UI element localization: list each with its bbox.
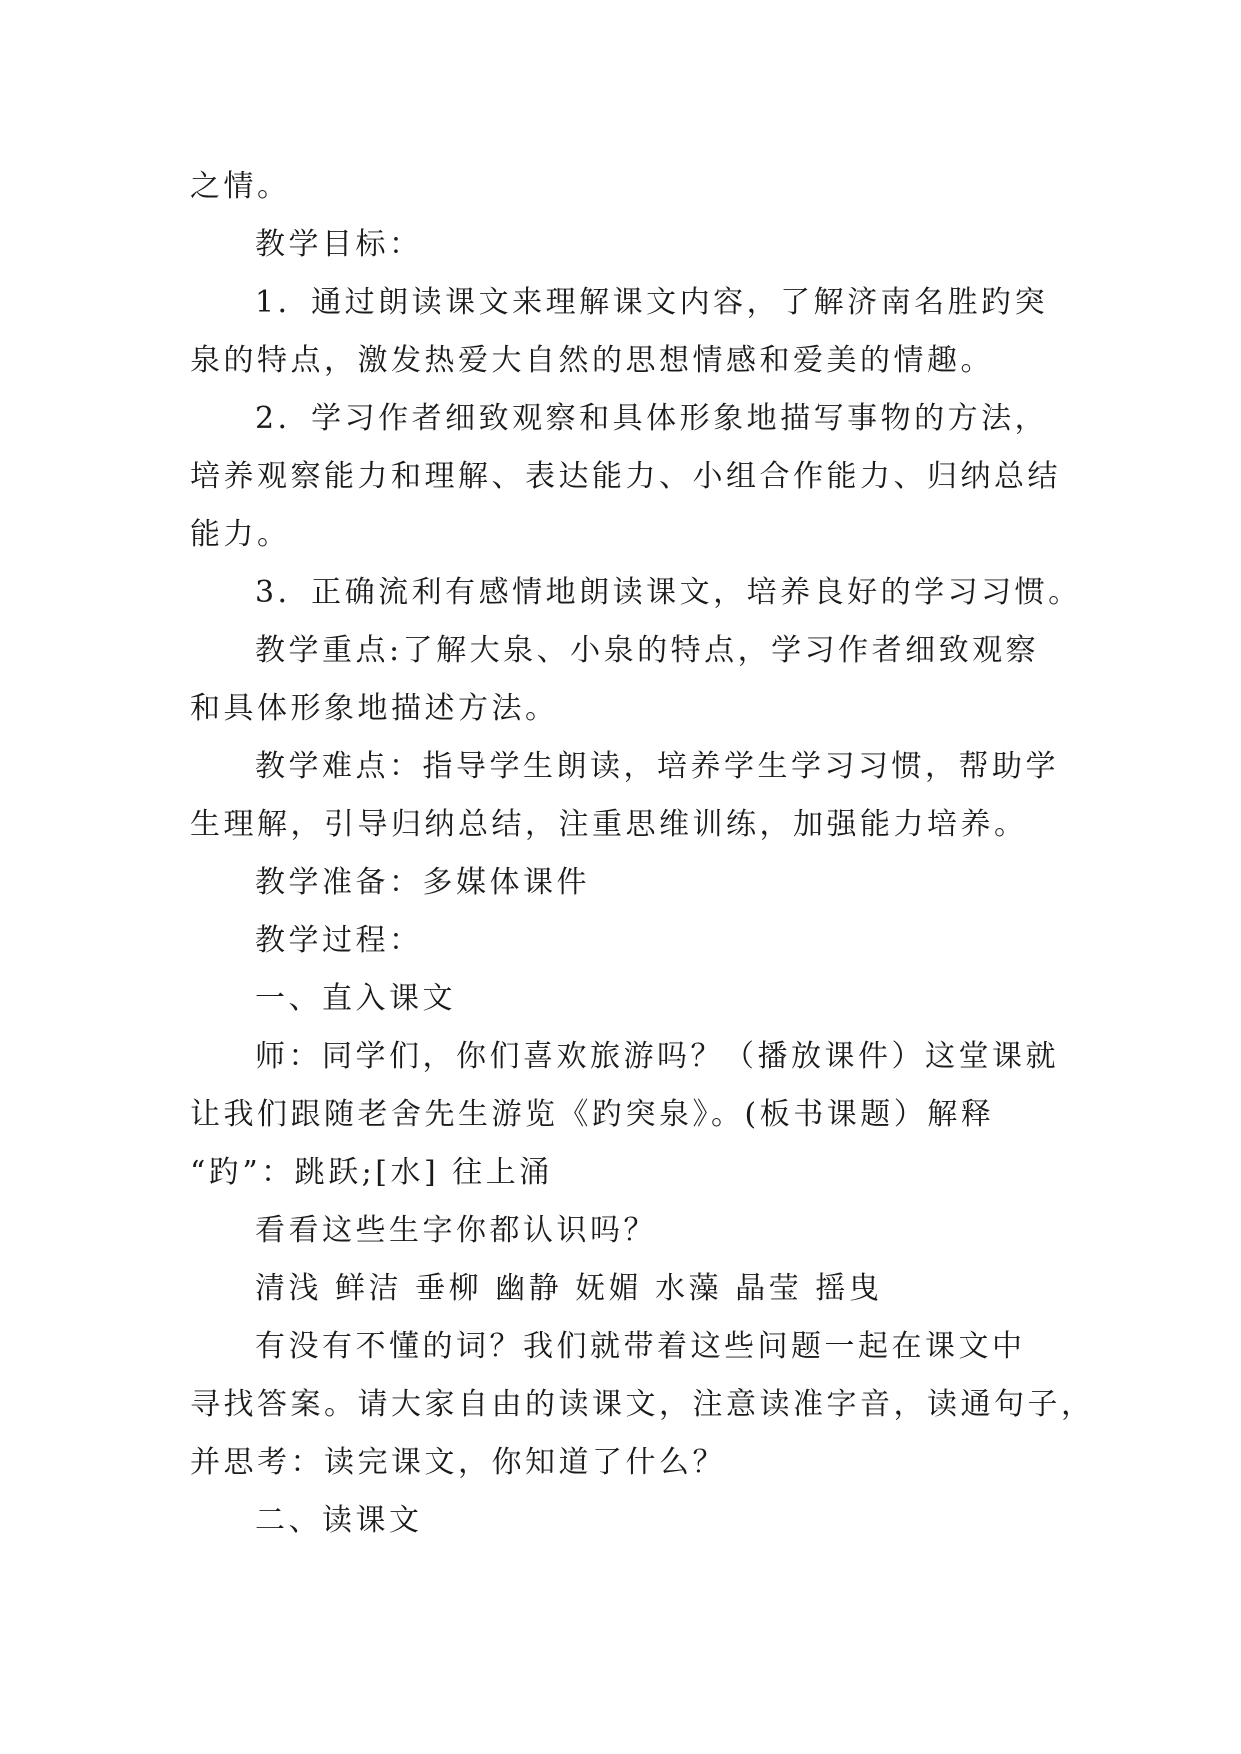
text-line: 2．学习作者细致观察和具体形象地描写事物的方法，	[255, 401, 1049, 436]
text-line: 和具体形象地描述方法。	[190, 691, 559, 726]
text-line: 有没有不懂的词？我们就带着这些问题一起在课文中	[255, 1329, 1026, 1364]
text-line: 教学难点：指导学生朗读，培养学生学习习惯，帮助学	[255, 749, 1059, 784]
text-line: 并思考：读完课文，你知道了什么？	[190, 1445, 726, 1480]
text-line: 教学重点:了解大泉、小泉的特点，学习作者细致观察	[255, 633, 1040, 668]
text-line: 让我们跟随老舍先生游览《趵突泉》。(板书课题）解释	[190, 1097, 995, 1132]
section-heading: 教学过程：	[255, 923, 423, 958]
text-line: 1．通过朗读课文来理解课文内容，了解济南名胜趵突	[255, 285, 1049, 320]
text-line: 寻找答案。请大家自由的读课文，注意读准字音，读通句子，	[190, 1387, 1095, 1422]
text-line: 泉的特点，激发热爱大自然的思想情感和爱美的情趣。	[190, 343, 994, 378]
text-line: 之情。	[190, 169, 291, 204]
text-line: 能力。	[190, 517, 291, 552]
text-line: “趵”：跳跃;[水] 往上涌	[190, 1155, 553, 1190]
text-line: 生理解，引导归纳总结，注重思维训练，加强能力培养。	[190, 807, 1028, 842]
section-heading: 一、直入课文	[255, 981, 456, 1016]
text-line: 教学准备：多媒体课件	[255, 865, 590, 900]
vocabulary-line: 清浅 鲜洁 垂柳 幽静 妩媚 水藻 晶莹 摇曳	[255, 1271, 883, 1306]
section-heading: 教学目标：	[255, 227, 423, 262]
text-line: 师：同学们，你们喜欢旅游吗？（播放课件）这堂课就	[255, 1039, 1059, 1074]
text-line: 看看这些生字你都认识吗？	[255, 1213, 657, 1248]
text-line: 3．正确流利有感情地朗读课文，培养良好的学习习惯。	[255, 575, 1082, 610]
section-heading: 二、读课文	[255, 1503, 423, 1538]
text-line: 培养观察能力和理解、表达能力、小组合作能力、归纳总结	[190, 459, 1061, 494]
